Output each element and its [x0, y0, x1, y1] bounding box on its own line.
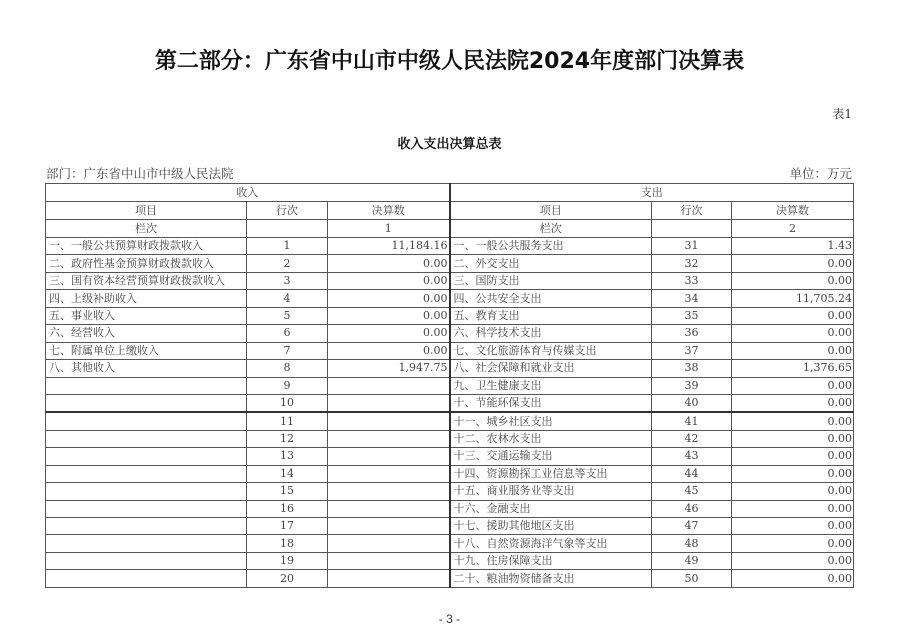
income-expense-table	[45, 183, 854, 588]
table-row	[46, 342, 854, 359]
income-item-cell	[46, 483, 247, 500]
income-item-cell: 八、其他收入	[46, 360, 247, 377]
table-row	[46, 238, 854, 255]
income-item-cell	[46, 552, 247, 569]
income-item-cell	[46, 465, 247, 482]
income-row-number-cell: 6	[247, 325, 328, 342]
table-row	[46, 412, 854, 430]
income-amount-cell	[328, 412, 450, 430]
expense-amount-cell: 0.00	[732, 500, 854, 517]
expense-amount-cell: 0.00	[732, 552, 854, 569]
expense-amount-cell: 0.00	[732, 412, 854, 430]
expense-column-index-label: 栏次	[450, 220, 652, 238]
income-row-number-cell: 17	[247, 518, 328, 535]
expense-item-cell: 二十、粮油物资储备支出	[450, 570, 652, 587]
expense-row-number-cell: 36	[652, 325, 732, 342]
department-label: 部门：广东省中山市中级人民法院	[46, 166, 234, 181]
income-row-number-cell: 12	[247, 430, 328, 447]
expense-row-number-cell: 46	[652, 500, 732, 517]
income-amount-header: 决算数	[328, 202, 450, 220]
income-amount-cell: 0.00	[328, 307, 450, 324]
table-row	[46, 377, 854, 394]
income-amount-cell	[328, 448, 450, 465]
expense-rowno-header: 行次	[652, 202, 732, 220]
expense-item-cell: 六、科学技术支出	[450, 325, 652, 342]
expense-row-number-cell: 49	[652, 552, 732, 569]
income-item-cell	[46, 430, 247, 447]
expense-item-cell: 十五、商业服务业等支出	[450, 483, 652, 500]
expense-amount-cell: 0.00	[732, 255, 854, 272]
income-row-number-cell: 14	[247, 465, 328, 482]
expense-row-number-cell: 38	[652, 360, 732, 377]
income-amount-cell	[328, 394, 450, 412]
expense-item-cell: 十七、援助其他地区支出	[450, 518, 652, 535]
expense-amount-cell: 0.00	[732, 570, 854, 587]
document-title: 第二部分：广东省中山市中级人民法院2024年度部门决算表	[154, 49, 745, 74]
expense-row-number-cell: 31	[652, 238, 732, 255]
expense-row-number-cell: 39	[652, 377, 732, 394]
income-amount-cell: 0.00	[328, 342, 450, 359]
table-row	[46, 552, 854, 569]
income-amount-cell	[328, 535, 450, 552]
income-column-index-label: 栏次	[46, 220, 247, 238]
expense-item-cell: 十三、交通运输支出	[450, 448, 652, 465]
income-item-cell	[46, 570, 247, 587]
income-item-cell	[46, 518, 247, 535]
table-row	[46, 272, 854, 289]
expense-item-cell: 十、节能环保支出	[450, 394, 652, 412]
income-row-number-cell: 3	[247, 272, 328, 289]
income-row-number-cell: 15	[247, 483, 328, 500]
expense-amount-cell: 0.00	[732, 518, 854, 535]
income-column-index: 1	[328, 220, 450, 238]
table-subtitle: 收入支出决算总表	[397, 137, 502, 152]
expense-amount-cell: 0.00	[732, 448, 854, 465]
table-row	[46, 570, 854, 587]
income-item-cell: 二、政府性基金预算财政拨款收入	[46, 255, 247, 272]
table-row	[46, 360, 854, 377]
income-item-cell: 六、经营收入	[46, 325, 247, 342]
expense-item-header: 项目	[450, 202, 652, 220]
income-amount-cell	[328, 552, 450, 569]
income-row-number-cell: 8	[247, 360, 328, 377]
expense-row-number-cell: 47	[652, 518, 732, 535]
expense-amount-cell: 0.00	[732, 465, 854, 482]
income-row-number-cell: 18	[247, 535, 328, 552]
expense-item-cell: 十六、金融支出	[450, 500, 652, 517]
income-amount-cell: 0.00	[328, 325, 450, 342]
expense-amount-cell: 0.00	[732, 272, 854, 289]
expense-item-cell: 四、公共安全支出	[450, 290, 652, 307]
expense-row-number-cell: 45	[652, 483, 732, 500]
income-item-cell	[46, 448, 247, 465]
income-item-header: 项目	[46, 202, 247, 220]
income-item-cell	[46, 500, 247, 517]
table-row	[46, 500, 854, 517]
income-amount-cell: 0.00	[328, 255, 450, 272]
income-item-cell	[46, 394, 247, 412]
expense-amount-cell: 0.00	[732, 342, 854, 359]
income-amount-cell	[328, 570, 450, 587]
income-item-cell: 五、事业收入	[46, 307, 247, 324]
income-row-number-cell: 9	[247, 377, 328, 394]
table-row	[46, 325, 854, 342]
income-row-number-cell: 19	[247, 552, 328, 569]
expense-column-index: 2	[732, 220, 854, 238]
expense-row-number-cell: 34	[652, 290, 732, 307]
income-amount-cell	[328, 465, 450, 482]
income-row-number-cell: 16	[247, 500, 328, 517]
expense-item-cell: 十八、自然资源海洋气象等支出	[450, 535, 652, 552]
income-amount-cell: 0.00	[328, 272, 450, 289]
page-number: - 3 -	[438, 612, 461, 626]
table-row	[46, 290, 854, 307]
table-row	[46, 255, 854, 272]
income-column-index-blank	[247, 220, 328, 238]
expense-item-cell: 五、教育支出	[450, 307, 652, 324]
expense-item-cell: 一、一般公共服务支出	[450, 238, 652, 255]
expense-item-cell: 三、国防支出	[450, 272, 652, 289]
income-row-number-cell: 1	[247, 238, 328, 255]
column-index-row	[46, 220, 854, 238]
income-item-cell: 七、附属单位上缴收入	[46, 342, 247, 359]
expense-row-number-cell: 48	[652, 535, 732, 552]
expense-amount-cell: 1.43	[732, 238, 854, 255]
table-row	[46, 483, 854, 500]
income-row-number-cell: 4	[247, 290, 328, 307]
income-amount-cell	[328, 430, 450, 447]
expense-row-number-cell: 35	[652, 307, 732, 324]
income-item-cell	[46, 535, 247, 552]
income-row-number-cell: 10	[247, 394, 328, 412]
income-item-cell	[46, 377, 247, 394]
table-number: 表1	[832, 107, 852, 121]
expense-item-cell: 十二、农林水支出	[450, 430, 652, 447]
expense-row-number-cell: 50	[652, 570, 732, 587]
expense-item-cell: 二、外交支出	[450, 255, 652, 272]
income-item-cell: 一、一般公共预算财政拨款收入	[46, 238, 247, 255]
expense-row-number-cell: 33	[652, 272, 732, 289]
income-amount-cell	[328, 518, 450, 535]
expense-row-number-cell: 44	[652, 465, 732, 482]
expense-row-number-cell: 37	[652, 342, 732, 359]
expense-row-number-cell: 42	[652, 430, 732, 447]
expense-row-number-cell: 32	[652, 255, 732, 272]
expense-column-index-blank	[652, 220, 732, 238]
expense-amount-cell: 0.00	[732, 535, 854, 552]
table-row	[46, 394, 854, 412]
income-amount-cell	[328, 377, 450, 394]
income-item-cell	[46, 412, 247, 430]
table-row	[46, 448, 854, 465]
expense-item-cell: 九、卫生健康支出	[450, 377, 652, 394]
unit-label: 单位：万元	[789, 166, 852, 181]
income-amount-cell	[328, 500, 450, 517]
expense-amount-header: 决算数	[732, 202, 854, 220]
income-item-cell: 四、上级补助收入	[46, 290, 247, 307]
expense-row-number-cell: 40	[652, 394, 732, 412]
expense-row-number-cell: 41	[652, 412, 732, 430]
expense-amount-cell: 1,376.65	[732, 360, 854, 377]
income-row-number-cell: 11	[247, 412, 328, 430]
expense-amount-cell: 11,705.24	[732, 290, 854, 307]
table-row	[46, 307, 854, 324]
column-header-row	[46, 202, 854, 220]
expense-amount-cell: 0.00	[732, 430, 854, 447]
income-row-number-cell: 5	[247, 307, 328, 324]
expense-item-cell: 八、社会保障和就业支出	[450, 360, 652, 377]
expense-amount-cell: 0.00	[732, 307, 854, 324]
expense-item-cell: 十四、资源勘探工业信息等支出	[450, 465, 652, 482]
income-amount-cell: 11,184.16	[328, 238, 450, 255]
table-row	[46, 518, 854, 535]
expense-row-number-cell: 43	[652, 448, 732, 465]
expense-amount-cell: 0.00	[732, 325, 854, 342]
expense-amount-cell: 0.00	[732, 377, 854, 394]
income-amount-cell	[328, 483, 450, 500]
income-row-number-cell: 7	[247, 342, 328, 359]
expense-item-cell: 十一、城乡社区支出	[450, 412, 652, 430]
income-row-number-cell: 2	[247, 255, 328, 272]
income-header: 收入	[46, 184, 450, 202]
section-header-row	[46, 184, 854, 202]
table-row	[46, 535, 854, 552]
income-row-number-cell: 13	[247, 448, 328, 465]
expense-amount-cell: 0.00	[732, 394, 854, 412]
income-rowno-header: 行次	[247, 202, 328, 220]
expense-item-cell: 七、文化旅游体育与传媒支出	[450, 342, 652, 359]
income-row-number-cell: 20	[247, 570, 328, 587]
expense-item-cell: 十九、住房保障支出	[450, 552, 652, 569]
table-row	[46, 465, 854, 482]
table-row	[46, 430, 854, 447]
expense-header: 支出	[450, 184, 854, 202]
expense-amount-cell: 0.00	[732, 483, 854, 500]
income-amount-cell: 0.00	[328, 290, 450, 307]
income-item-cell: 三、国有资本经营预算财政拨款收入	[46, 272, 247, 289]
income-amount-cell: 1,947.75	[328, 360, 450, 377]
